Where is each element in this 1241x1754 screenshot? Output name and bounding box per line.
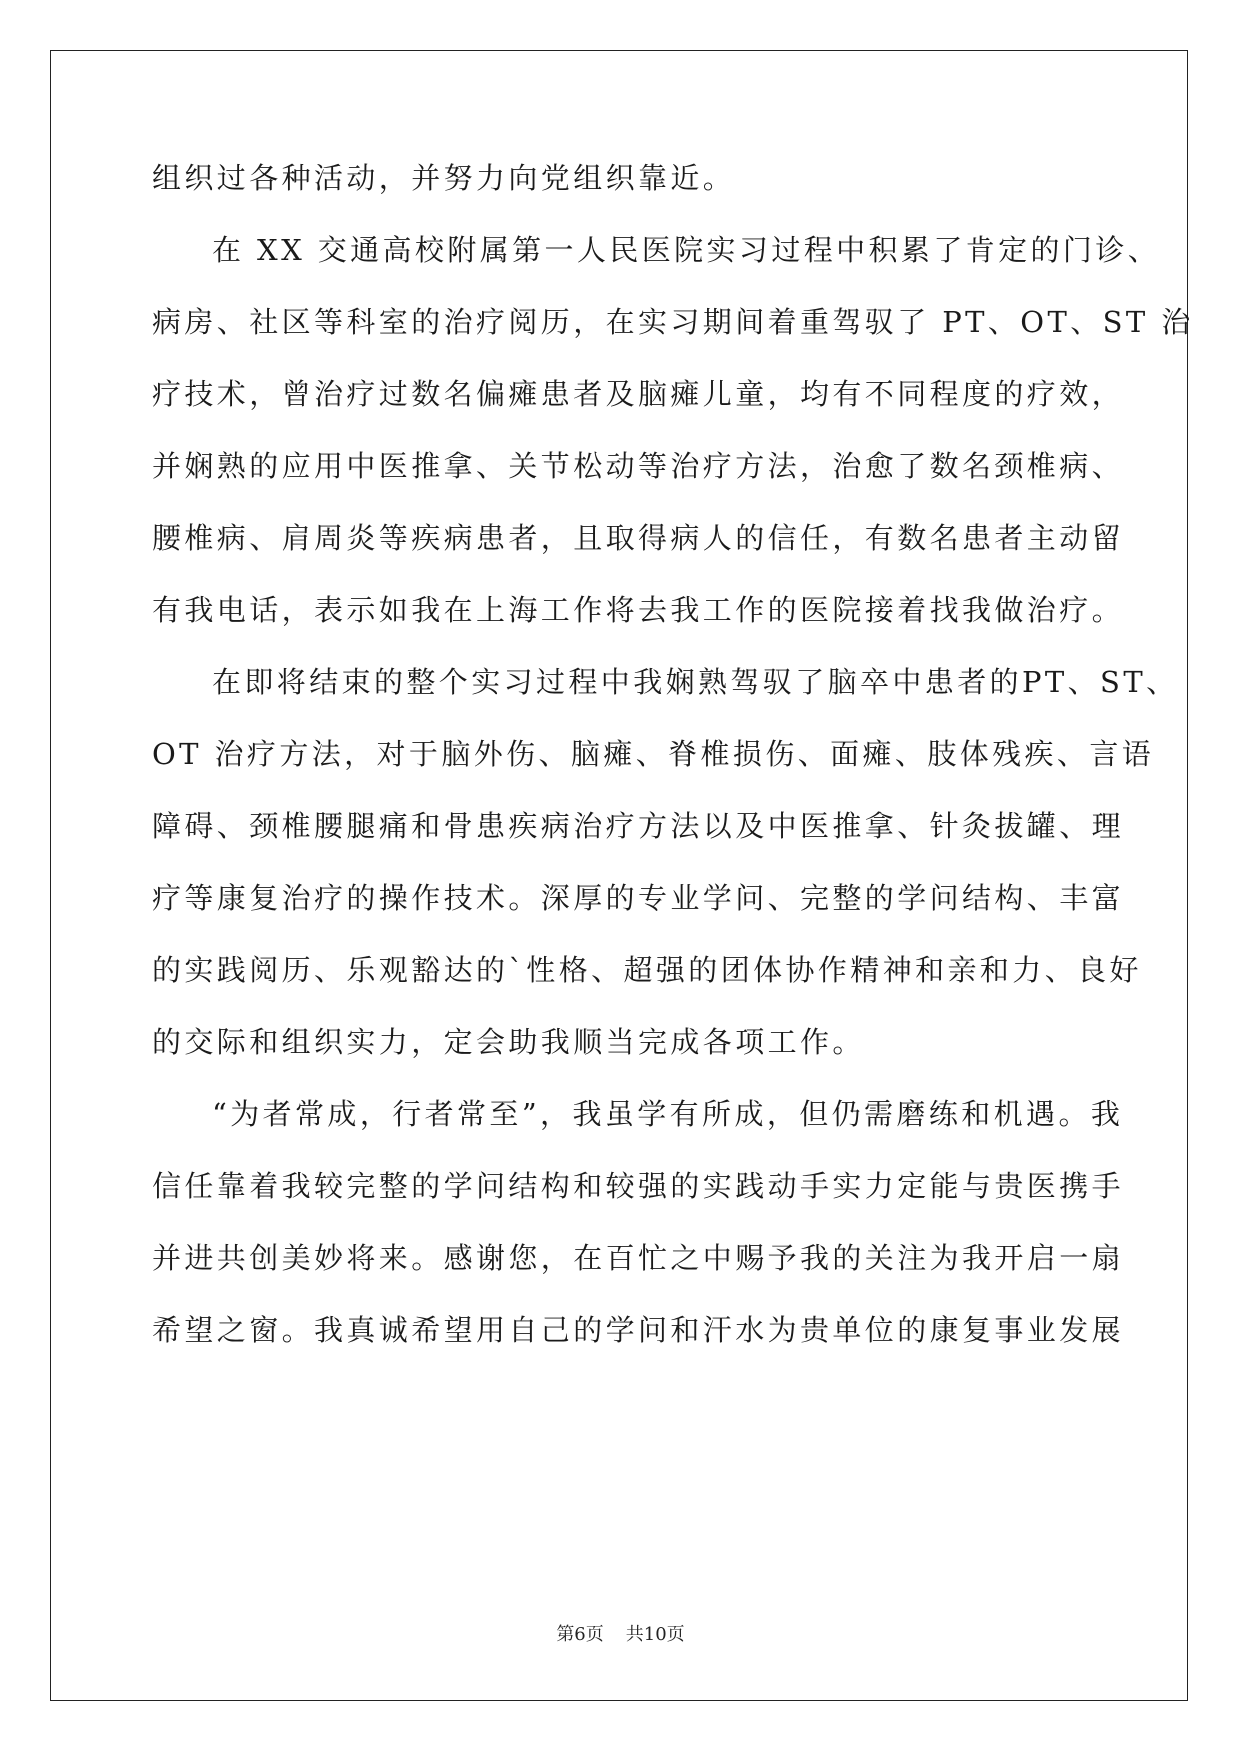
text-line: 病房、社区等科室的治疗阅历，在实习期间着重驾驭了 PT、OT、ST 治: [152, 305, 1194, 339]
text-line: 的交际和组织实力，定会助我顺当完成各项工作。: [152, 1025, 865, 1059]
text-line: 的实践阅历、乐观豁达的`性格、超强的团体协作精神和亲和力、良好: [152, 953, 1142, 987]
page-footer: [0, 1623, 1241, 1647]
page-number: 第6页: [556, 1624, 604, 1645]
text-line: 腰椎病、肩周炎等疾病患者，且取得病人的信任，有数名患者主动留: [152, 521, 1125, 555]
text-line: 信任靠着我较完整的学问结构和较强的实践动手实力定能与贵医携手: [152, 1169, 1125, 1203]
text-line: 并娴熟的应用中医推拿、关节松动等治疗方法，治愈了数名颈椎病、: [152, 449, 1125, 483]
page-total: 共10页: [625, 1624, 685, 1645]
text-line: 并进共创美妙将来。感谢您，在百忙之中赐予我的关注为我开启一扇: [152, 1241, 1125, 1275]
text-line: 疗技术，曾治疗过数名偏瘫患者及脑瘫儿童，均有不同程度的疗效，: [152, 377, 1125, 411]
paragraph-start-line: “为者常成，行者常至”，我虽学有所成，但仍需磨练和机遇。我: [212, 1097, 1124, 1131]
text-line: 障碍、颈椎腰腿痛和骨患疾病治疗方法以及中医推拿、针灸拔罐、理: [152, 809, 1125, 843]
text-line: 希望之窗。我真诚希望用自己的学问和汗水为贵单位的康复事业发展: [152, 1313, 1125, 1347]
text-line: 疗等康复治疗的操作技术。深厚的专业学问、完整的学问结构、丰富: [152, 881, 1125, 915]
text-line: OT 治疗方法，对于脑外伤、脑瘫、脊椎损伤、面瘫、肢体残疾、言语: [152, 737, 1155, 771]
paragraph-start-line: 在 XX 交通高校附属第一人民医院实习过程中积累了肯定的门诊、: [212, 233, 1161, 267]
text-line: 有我电话，表示如我在上海工作将去我工作的医院接着找我做治疗。: [152, 593, 1125, 627]
text-line: 组织过各种活动，并努力向党组织靠近。: [152, 161, 736, 195]
paragraph-start-line: 在即将结束的整个实习过程中我娴熟驾驭了脑卒中患者的PT、ST、: [212, 665, 1179, 699]
page-border: [50, 50, 1188, 1701]
